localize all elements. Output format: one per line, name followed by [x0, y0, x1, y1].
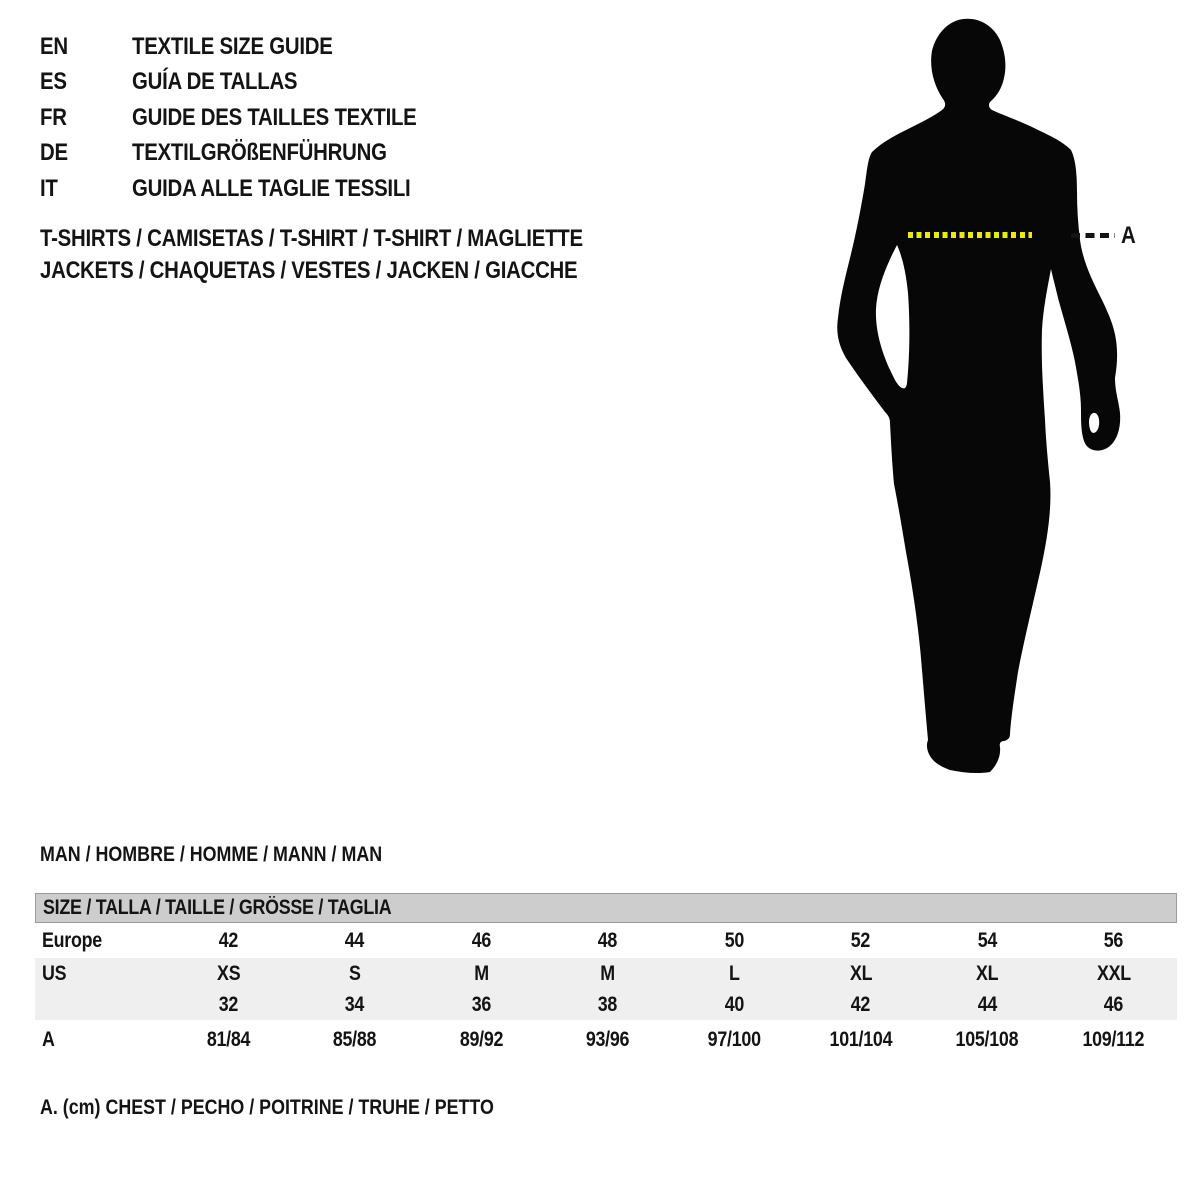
language-code: EN [40, 33, 68, 60]
size-value: 101/104 [829, 1028, 893, 1051]
language-row-it [40, 171, 467, 206]
size-value: 81/84 [206, 1028, 250, 1051]
size-value: 85/88 [333, 1028, 377, 1051]
language-row-fr [40, 100, 467, 135]
language-title: GUIDE DES TAILLES TEXTILE [132, 103, 417, 131]
size-value: 56 [1104, 929, 1124, 952]
size-value: 105/108 [955, 1028, 1019, 1051]
size-value: 54 [977, 929, 997, 952]
size-value: L [728, 962, 740, 985]
measure-leader-dashed-line [1071, 233, 1115, 238]
language-title-list [40, 29, 467, 206]
language-title: TEXTILGRÖßENFÜHRUNG [132, 139, 387, 167]
man-silhouette-figure [830, 10, 1130, 782]
size-value: 109/112 [1082, 1028, 1145, 1051]
language-code: DE [40, 139, 68, 167]
language-title: GUÍA DE TALLAS [132, 68, 298, 96]
row-label: Europe [42, 929, 102, 952]
measure-footnote: A. (cm) CHEST / PECHO / POITRINE / TRUHE / PETTO [40, 1096, 494, 1119]
size-value: XS [216, 962, 240, 985]
size-value: 50 [724, 929, 744, 952]
size-table [35, 893, 1177, 1060]
size-value: XXL [1096, 962, 1131, 985]
chest-measure-dotted-line [908, 232, 1032, 238]
language-code: FR [40, 103, 67, 131]
size-value: 89/92 [459, 1028, 503, 1051]
size-value: 48 [598, 929, 618, 952]
size-value: 34 [345, 993, 365, 1016]
language-row-de [40, 135, 467, 170]
size-value: 46 [1104, 993, 1124, 1016]
size-value: 40 [724, 993, 744, 1016]
size-value: 46 [471, 929, 491, 952]
size-value: M [600, 962, 616, 985]
table-row-chest-a [35, 1020, 1177, 1060]
section-title-man: MAN / HOMBRE / HOMME / MANN / MAN [40, 843, 383, 866]
table-row-europe [35, 923, 1177, 958]
size-value: XL [976, 962, 999, 985]
language-row-es [40, 64, 467, 99]
size-value: S [348, 962, 361, 985]
size-value: 52 [851, 929, 871, 952]
row-label: A [42, 1028, 55, 1051]
size-value: 42 [218, 929, 238, 952]
language-row-en [40, 29, 467, 64]
size-value: M [473, 962, 489, 985]
row-label [35, 989, 165, 1020]
size-value: XL [849, 962, 872, 985]
table-row-numeric [35, 989, 1177, 1020]
row-label: US [42, 962, 67, 985]
category-line-tshirts: T-SHIRTS / CAMISETAS / T-SHIRT / T-SHIRT / MAGLIETTE [40, 225, 583, 252]
language-title: TEXTILE SIZE GUIDE [132, 33, 333, 60]
size-value: 44 [977, 993, 997, 1016]
size-value: 42 [851, 993, 871, 1016]
size-value: 93/96 [586, 1028, 630, 1051]
category-line-jackets: JACKETS / CHAQUETAS / VESTES / JACKEN / GIACCHE [40, 257, 578, 284]
size-value: 32 [218, 993, 238, 1016]
language-code: IT [40, 174, 58, 202]
measure-label-a: A [1121, 222, 1136, 249]
size-table-header: SIZE / TALLA / TAILLE / GRÖSSE / TAGLIA [35, 893, 1177, 923]
size-value: 38 [598, 993, 618, 1016]
table-row-us [35, 958, 1177, 989]
language-title: GUIDA ALLE TAGLIE TESSILI [132, 174, 411, 202]
language-code: ES [40, 68, 67, 96]
size-value: 97/100 [707, 1028, 761, 1051]
size-value: 36 [471, 993, 491, 1016]
size-value: 44 [345, 929, 365, 952]
product-categories [40, 223, 679, 287]
